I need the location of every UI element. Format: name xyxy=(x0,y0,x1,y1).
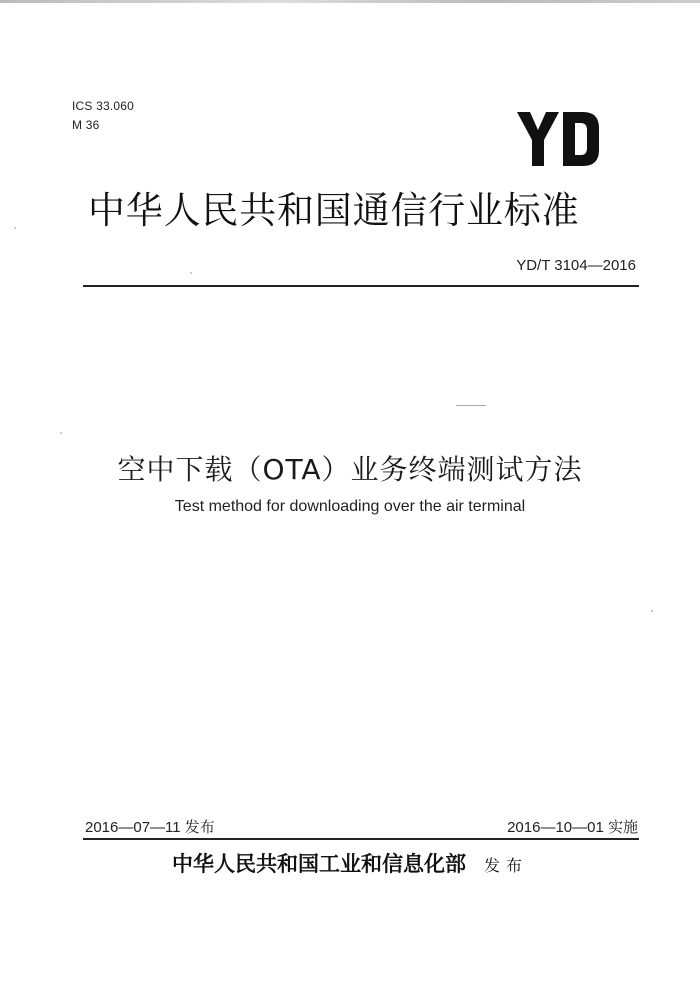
bottom-divider xyxy=(83,838,639,840)
scan-edge xyxy=(0,0,700,3)
scan-mark xyxy=(456,405,486,406)
top-divider xyxy=(83,285,639,287)
ics-code: ICS 33.060 xyxy=(72,99,135,113)
scan-speck xyxy=(60,432,62,434)
scan-speck xyxy=(14,227,16,229)
category-code: M 36 xyxy=(72,118,100,132)
issuer-line xyxy=(0,848,700,878)
scan-speck xyxy=(190,272,192,274)
issuer-verb: 发布 xyxy=(483,856,528,875)
standard-number: YD/T 3104—2016 xyxy=(516,257,636,274)
document-subtitle: Test method for downloading over the air terminal xyxy=(174,498,526,515)
issuer-name: 中华人民共和国工业和信息化部 xyxy=(171,851,466,876)
implement-date: 2016—10—01 实施 xyxy=(507,819,638,836)
standard-title: 中华人民共和国通信行业标准 xyxy=(88,189,580,232)
yd-logo xyxy=(517,112,599,166)
publish-date: 2016—07—11 发布 xyxy=(85,819,215,836)
document-title: 空中下载（OTA）业务终端测试方法 xyxy=(117,453,583,486)
scan-speck xyxy=(651,610,653,612)
